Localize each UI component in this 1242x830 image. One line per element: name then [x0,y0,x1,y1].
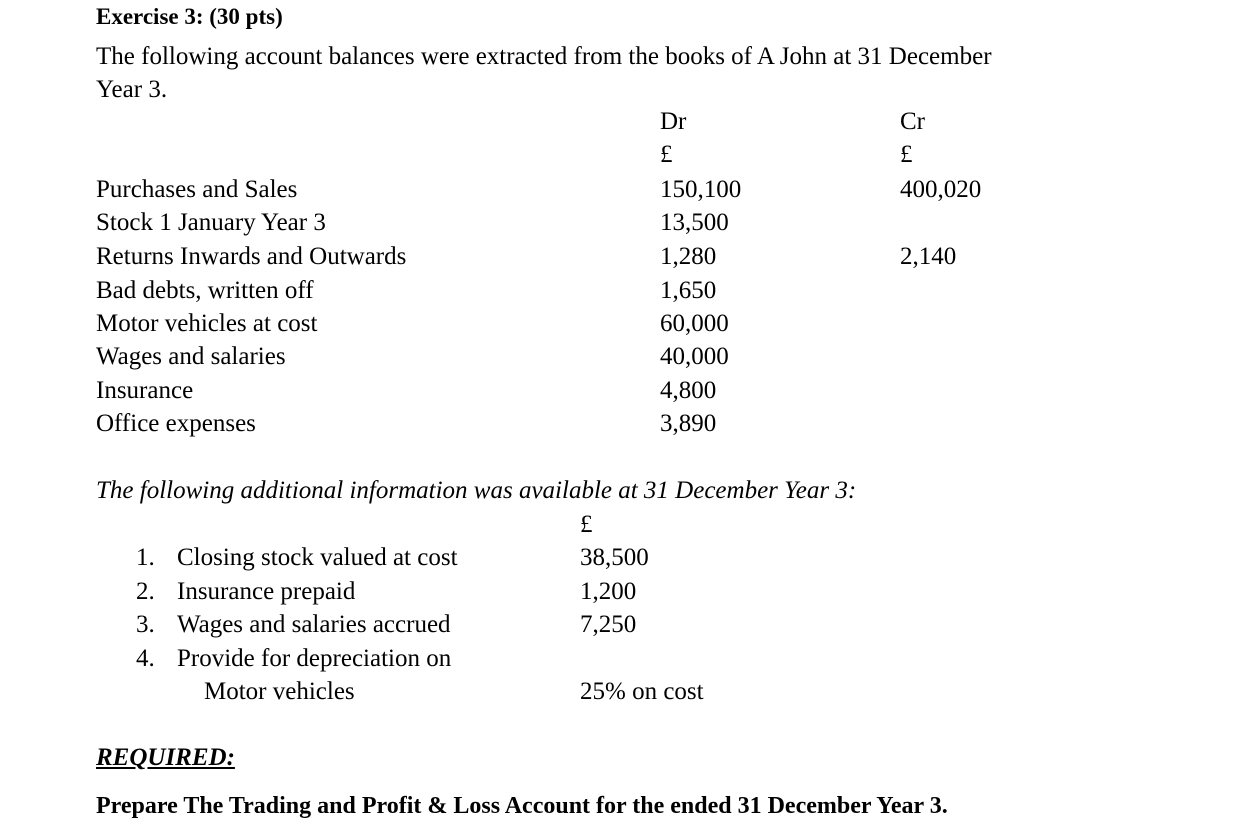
list-item [0,541,1242,575]
required-task: Prepare The Trading and Profit & Loss Account for the ended 31 December Year 3. [96,793,948,819]
item-number: 2. [136,578,155,605]
row-label: Purchases and Sales [96,176,298,203]
row-label: Motor vehicles at cost [96,310,318,337]
additional-heading: The following additional information was available at 31 December Year 3: [96,477,857,504]
item-value: 1,200 [580,578,637,605]
row-dr: 40,000 [660,343,729,370]
item-label: Motor vehicles [204,678,355,705]
item-label: Wages and salaries accrued [177,611,451,638]
table-row [0,307,1242,341]
row-label: Stock 1 January Year 3 [96,209,326,236]
item-value: 25% on cost [580,678,704,705]
table-row [0,240,1242,274]
table-row [0,340,1242,374]
row-label: Bad debts, written off [96,277,314,304]
list-item [0,608,1242,642]
item-label: Insurance prepaid [177,578,356,605]
row-dr: 1,280 [660,243,717,270]
row-dr: 13,500 [660,209,729,236]
row-label: Office expenses [96,410,256,437]
item-number: 1. [136,544,155,571]
exercise-title: Exercise 3: (30 pts) [96,4,283,29]
row-dr: 4,800 [660,377,717,404]
row-label: Wages and salaries [96,343,286,370]
row-dr: 150,100 [660,176,742,203]
row-dr: 60,000 [660,310,729,337]
list-item-continuation [0,675,1242,709]
row-cr: 400,020 [900,176,982,203]
column-header-dr: Dr [660,108,687,135]
table-row [0,407,1242,441]
column-header-cr: Cr [900,108,925,135]
currency-cr: £ [900,141,913,168]
table-row [0,274,1242,308]
row-dr: 3,890 [660,410,717,437]
item-label: Closing stock valued at cost [177,544,458,571]
table-row [0,374,1242,408]
required-heading: REQUIRED: [96,744,235,771]
item-label: Provide for depreciation on [177,645,452,672]
row-label: Insurance [96,377,194,404]
item-number: 3. [136,611,155,638]
list-item [0,642,1242,676]
row-label: Returns Inwards and Outwards [96,243,407,270]
item-number: 4. [136,645,155,672]
item-value: 7,250 [580,611,637,638]
intro-line-2: Year 3. [96,76,168,103]
item-value: 38,500 [580,544,649,571]
intro-line-1: The following account balances were extracted from the books of A John at 31 December [96,43,992,70]
additional-currency: £ [580,511,593,538]
table-row [0,173,1242,207]
table-row [0,206,1242,240]
row-cr: 2,140 [900,243,957,270]
row-dr: 1,650 [660,277,717,304]
list-item [0,575,1242,609]
currency-dr: £ [660,141,673,168]
